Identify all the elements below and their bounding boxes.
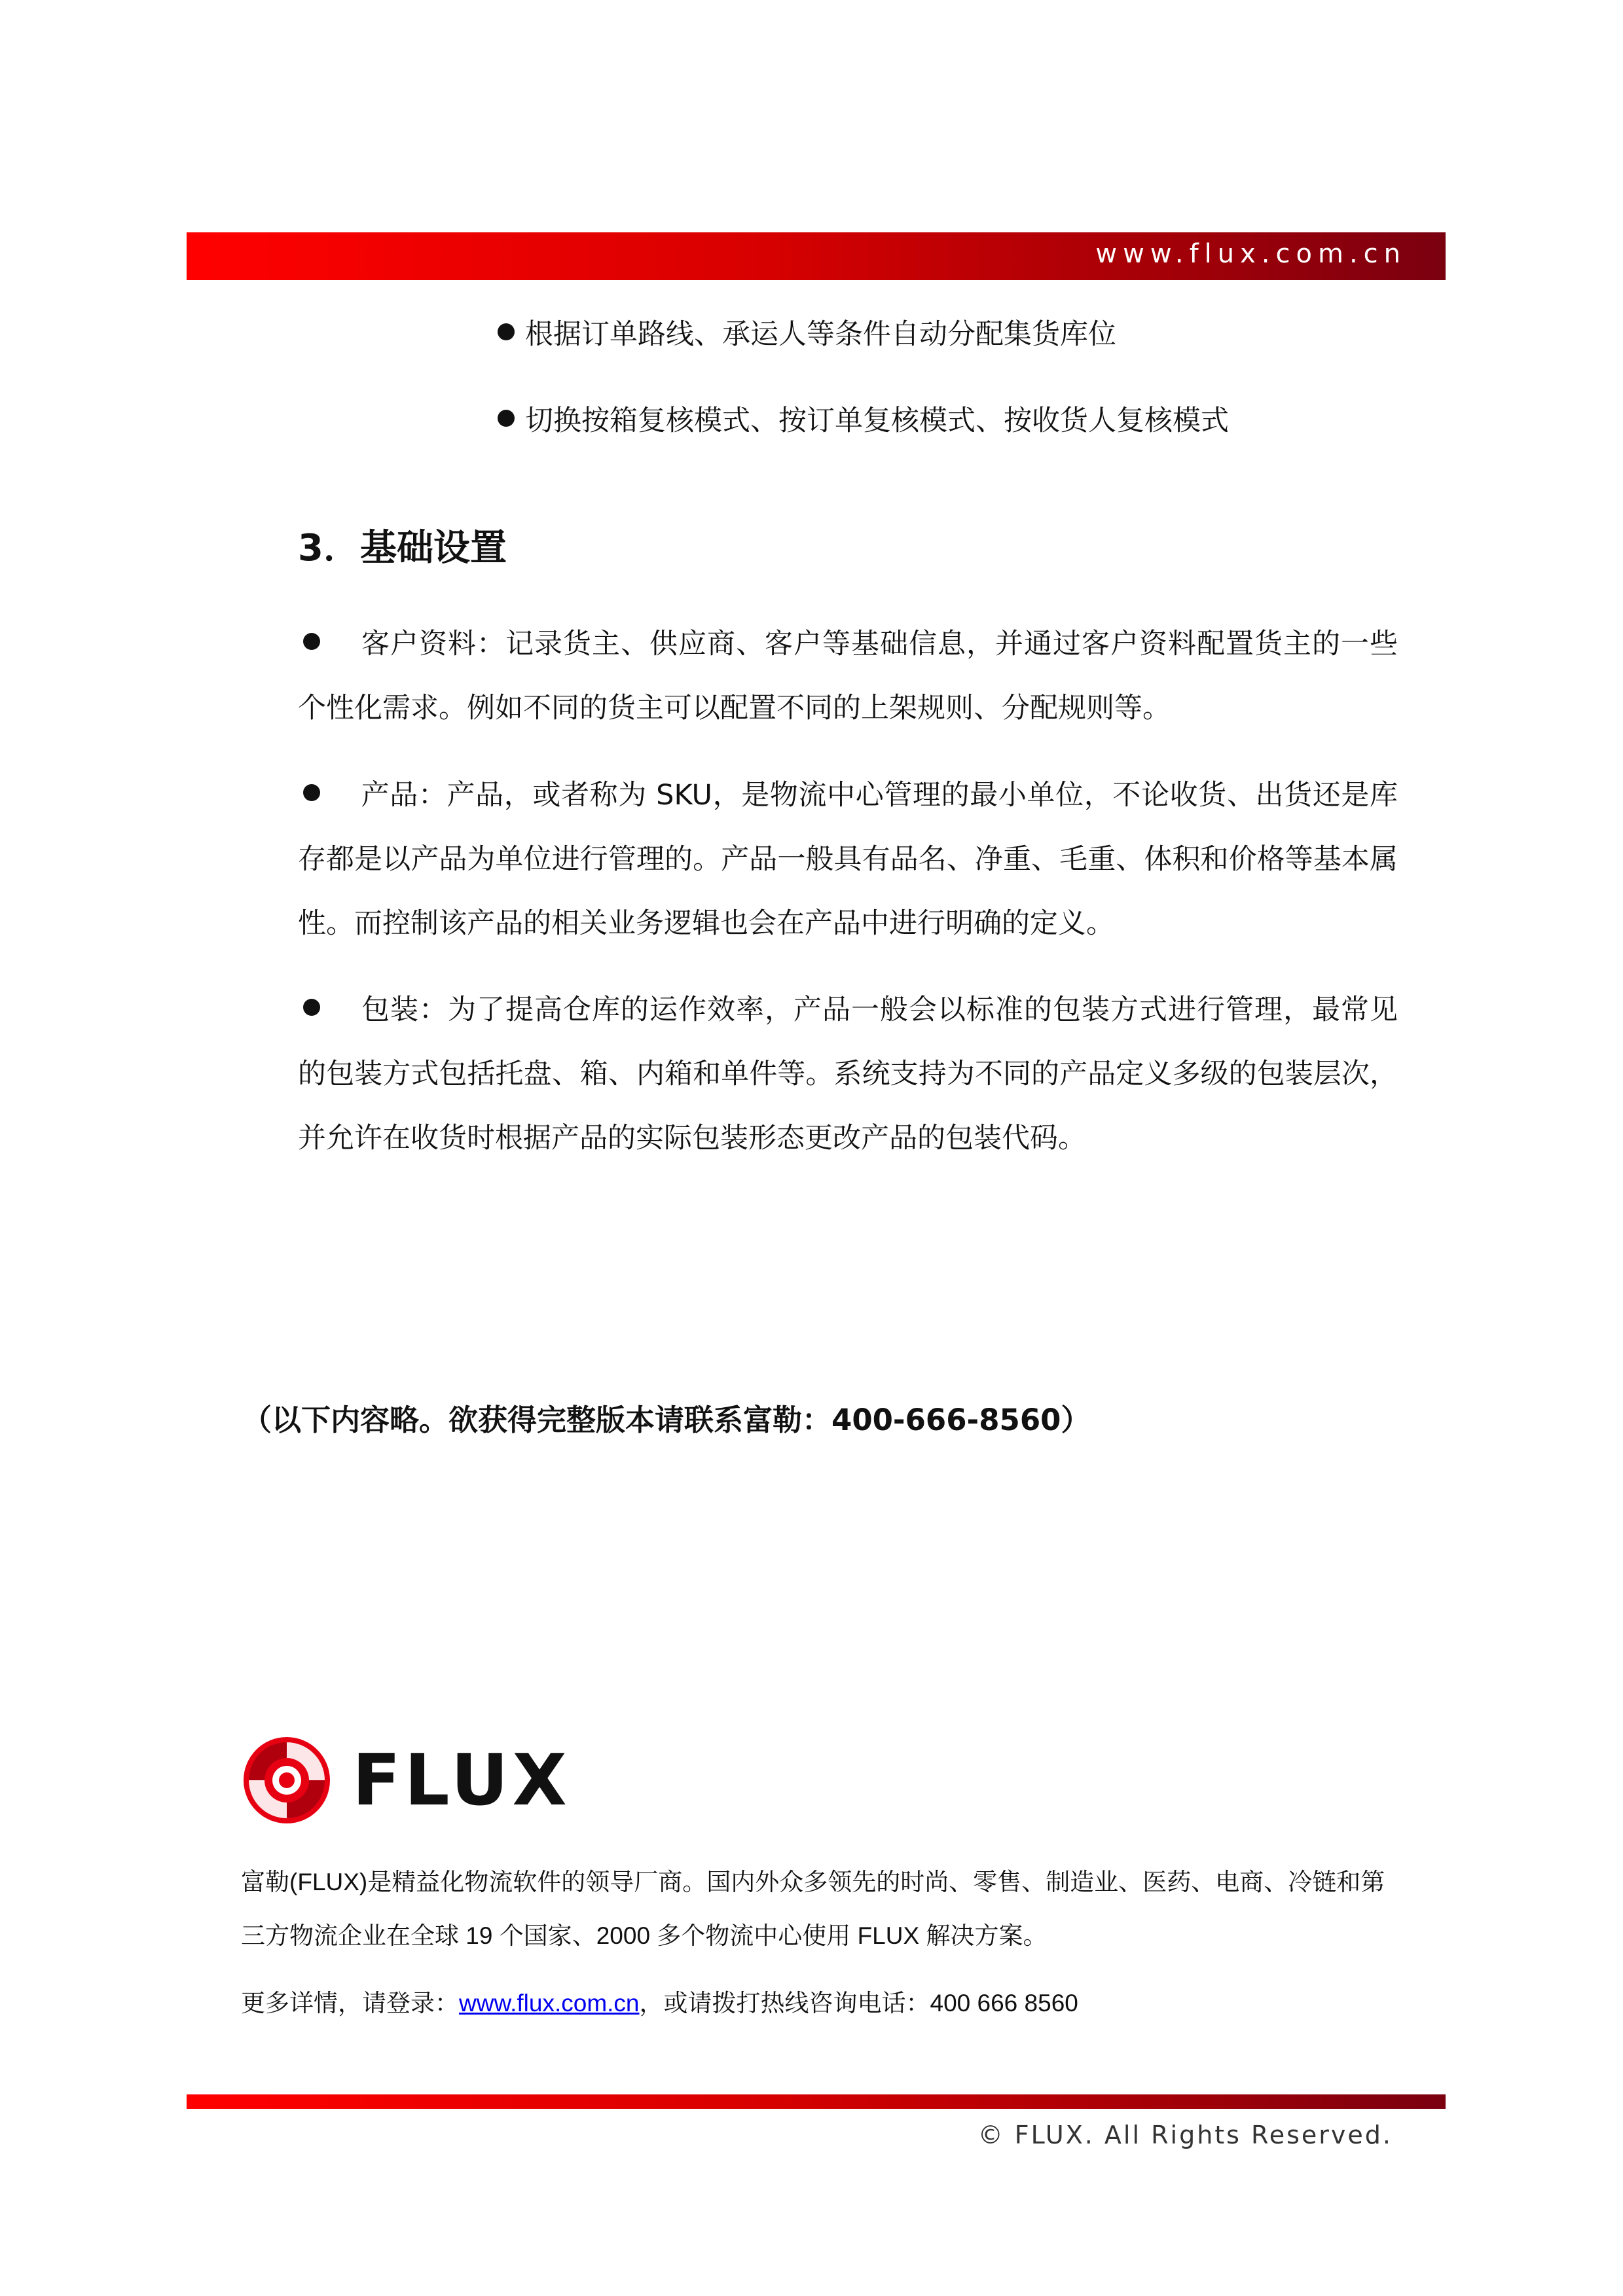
- bullet-item: [498, 404, 1229, 437]
- contact-line: [241, 1983, 1078, 2018]
- bullet-dot-icon: [498, 410, 515, 427]
- bullet-dot-icon: [303, 999, 320, 1016]
- bullet-item: [498, 318, 1116, 351]
- copyright: © FLUX. All Rights Reserved.: [977, 2121, 1393, 2149]
- footer-band: [187, 2094, 1446, 2109]
- section-title: 3．基础设置: [298, 527, 507, 569]
- flux-logo: [241, 1734, 571, 1826]
- bullet-dot-icon: [498, 323, 515, 340]
- flux-swirl-logo-icon: [241, 1734, 333, 1826]
- paragraph-text: 包装：为了提高仓库的运作效率，产品一般会以标准的包装方式进行管理，最常见的包装方式包括托盘、箱、内箱和单件等。系统支持为不同的产品定义多级的包装层次，并允许在收货时根据产品的实际包装形态更改产品的包装代码。: [298, 994, 1398, 1155]
- paragraph-text: 产品：产品，或者称为 SKU，是物流中心管理的最小单位，不论收货、出货还是库存都是以产品为单位进行管理的。产品一般具有品名、净重、毛重、体积和价格等基本属性。而控制该产品的相关业务逻辑也会在产品中进行明确的定义。: [298, 779, 1398, 940]
- section-paragraph: [298, 978, 1398, 1170]
- logo-text: FLUX: [352, 1739, 571, 1821]
- paragraph-text: 客户资料：记录货主、供应商、客户等基础信息，并通过客户资料配置货主的一些个性化需求。例如不同的货主可以配置不同的上架规则、分配规则等。: [298, 628, 1398, 725]
- contact-prefix: 更多详情，请登录：: [241, 1990, 459, 2017]
- company-about: 富勒(FLUX)是精益化物流软件的领导厂商。国内外众多领先的时尚、零售、制造业、医药、电商、冷链和第三方物流企业在全球 19 个国家、2000 多个物流中心使用 FLUX 解决方案。: [241, 1869, 1385, 1949]
- bullet-dot-icon: [303, 784, 320, 801]
- website-link[interactable]: www.flux.com.cn: [459, 1990, 640, 2017]
- header-url: www.flux.com.cn: [1095, 239, 1406, 269]
- contact-notice: （以下内容略。欲获得完整版本请联系富勒：400-666-8560）: [242, 1403, 1091, 1437]
- bullet-text: 根据订单路线、承运人等条件自动分配集货库位: [525, 318, 1116, 351]
- contact-suffix: ，或请拨打热线咨询电话：400 666 8560: [639, 1990, 1078, 2017]
- header-band: [187, 232, 1446, 280]
- section-paragraph: [298, 612, 1398, 740]
- bullet-dot-icon: [303, 633, 320, 650]
- bullet-text: 切换按箱复核模式、按订单复核模式、按收货人复核模式: [525, 404, 1229, 437]
- section-paragraph: [298, 763, 1398, 956]
